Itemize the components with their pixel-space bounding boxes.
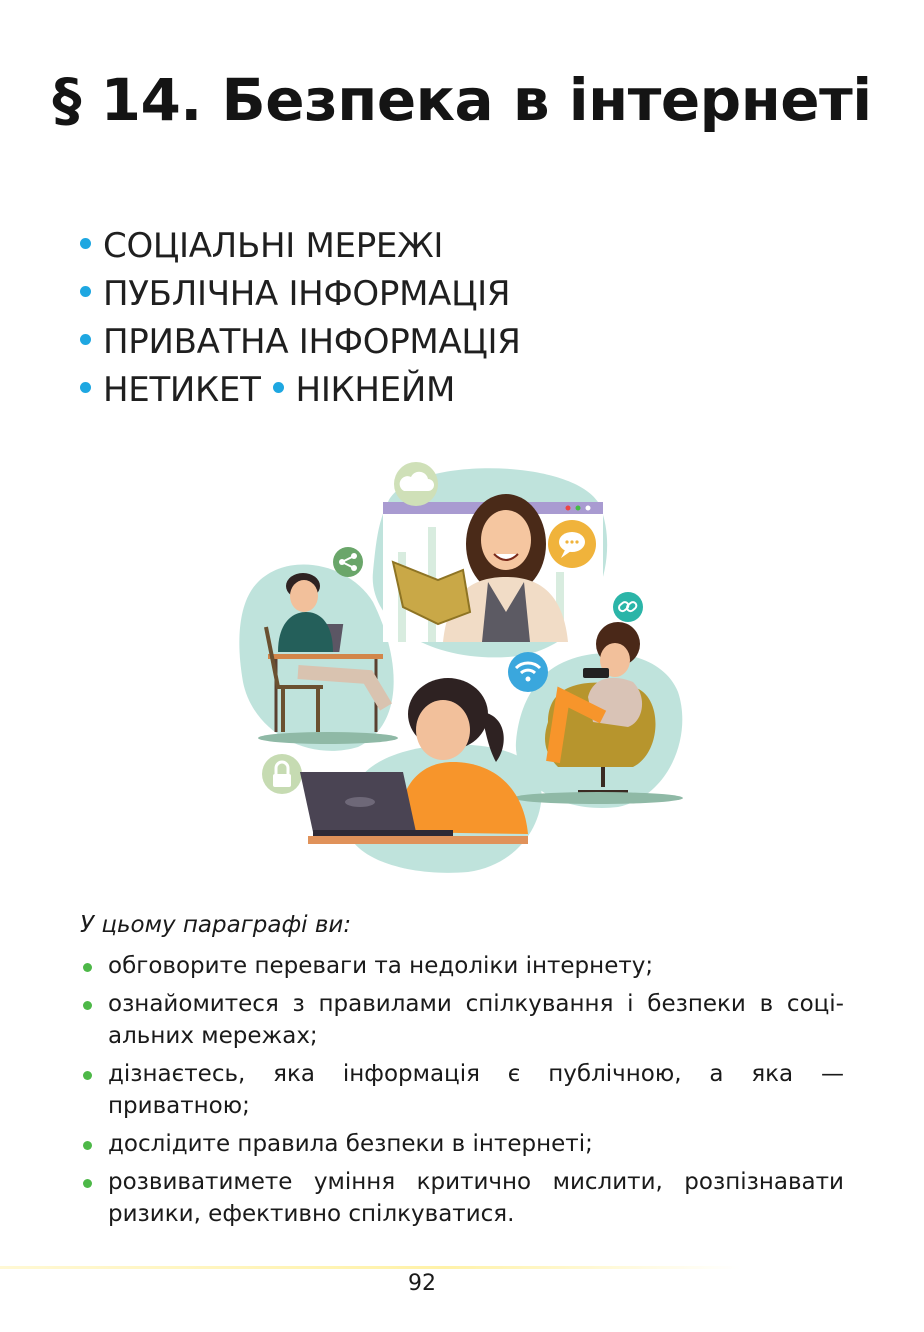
list-item [80,950,844,982]
learning-goals-list [80,950,844,1236]
section-intro: У цьому параграфі ви: [80,912,352,938]
keyword-public-info: ПУБЛІЧНА ІНФОРМАЦІЯ [103,274,511,314]
window-dot [566,506,571,511]
keyword-line [80,270,521,318]
wifi-icon [508,652,548,692]
goal-bullet [83,1141,92,1150]
online-communication-illustration [238,462,686,878]
share-icon [333,547,363,577]
keyword-line [80,222,521,270]
desk-top [268,654,383,659]
list-item [80,1128,844,1160]
goal-text: дізнаєтесь, яка інформація є публічною, а яка — приватною; [108,1061,844,1119]
link-icon [613,592,643,622]
chat-bubble-icon [548,520,596,568]
list-item [80,988,844,1052]
phone [583,668,609,678]
lock-icon [262,754,302,794]
goal-text: обговорите переваги та недоліки інтернету; [108,953,654,979]
goal-bullet [83,1071,92,1080]
keyword-bullet [80,238,91,249]
keyword-private-info: ПРИВАТНА ІНФОРМАЦІЯ [103,322,521,362]
keyword-netiquette: НЕТИКЕТ [103,370,261,410]
table-edge [308,836,528,844]
goal-bullet [83,1001,92,1010]
page-number: 92 [408,1271,436,1296]
floor-shadow [513,792,683,804]
keyword-list [80,222,521,414]
keyword-line [80,318,521,366]
window-dot [576,506,581,511]
list-item [80,1058,844,1122]
goal-bullet [83,1179,92,1188]
list-item [80,1166,844,1230]
page-title: § 14. Безпека в інтернеті [52,66,872,134]
keyword-nickname: НІКНЕЙМ [295,370,455,410]
goal-text: ознайомитеся з правилами спілкування і безпеки в соці-альних мережах; [108,991,844,1049]
keyword-line [80,366,521,414]
boy-face [290,580,318,612]
goal-text: дослідите правила безпеки в інтернеті; [108,1131,593,1157]
keyword-bullet [273,382,284,393]
keyword-bullet [80,382,91,393]
keyword-bullet [80,334,91,345]
girl-face [416,700,470,760]
boy-shadow [258,732,398,744]
goal-bullet [83,963,92,972]
laptop-logo [345,797,375,807]
footer-divider [0,1266,740,1269]
laptop-base [313,830,453,836]
cloud-icon [394,462,438,506]
goal-text: розвиватимете уміння критично мислити, розпізнавати ризики, ефективно спілкуватися. [108,1169,844,1227]
keyword-bullet [80,286,91,297]
keyword-social-networks: СОЦІАЛЬНІ МЕРЕЖІ [103,226,444,266]
window-dot [586,506,591,511]
